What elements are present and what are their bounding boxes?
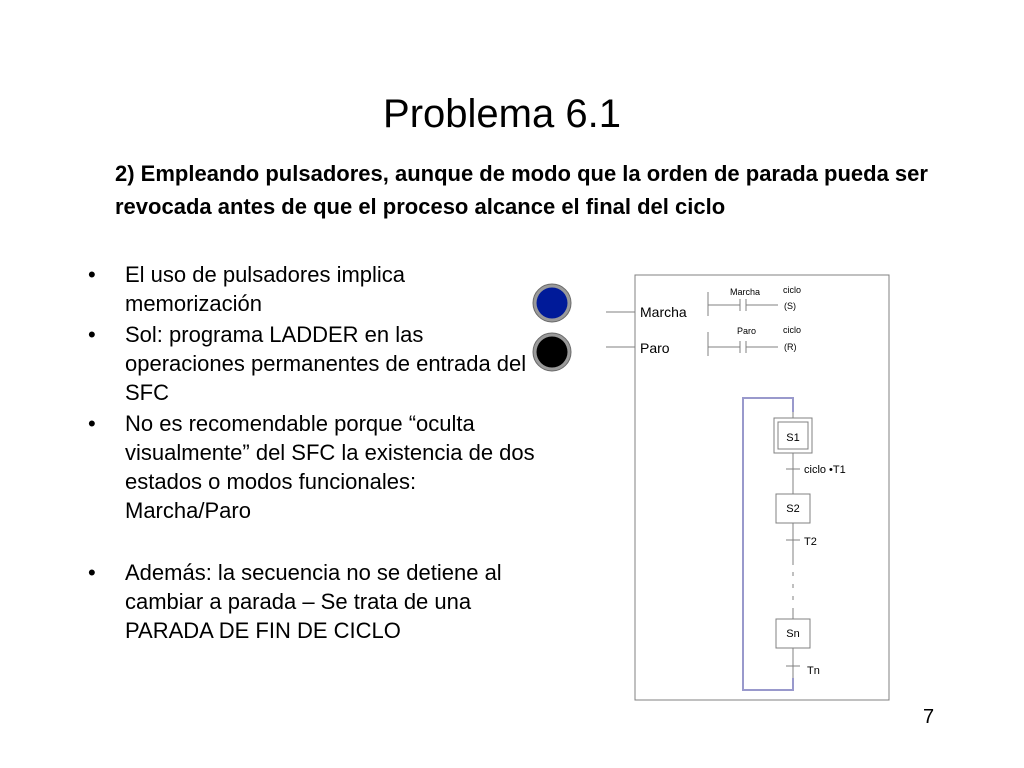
transition-n-label: Tn	[807, 665, 820, 677]
bullet-text: El uso de pulsadores implica memorización	[125, 262, 406, 316]
ladder-contact-label: Paro	[737, 326, 757, 336]
ladder-coil-name: ciclo	[783, 285, 802, 295]
step-s1-label: S1	[786, 432, 800, 444]
bullet-text: Además: la secuencia no se detiene al cambiar a parada – Se trata de una PARADA DE FIN DE CICLO	[125, 560, 502, 643]
ladder-coil-set: (S)	[784, 301, 796, 311]
bullet-item	[88, 260, 548, 318]
marcha-pushbutton	[533, 284, 571, 322]
paro-input-label: Paro	[640, 340, 670, 356]
transition-1-label: ciclo •T1	[804, 464, 846, 476]
bullet-item	[88, 558, 548, 645]
bullet-marker: •	[88, 560, 96, 585]
bullet-list	[88, 260, 548, 647]
paro-pushbutton	[533, 333, 571, 371]
ladder-rung-1	[708, 285, 801, 311]
ladder-rung-2	[708, 325, 801, 353]
ladder-contact-label: Marcha	[730, 287, 761, 297]
diagram-frame	[635, 275, 889, 700]
slide-title: Problema 6.1	[383, 92, 621, 136]
page-number: 7	[923, 706, 935, 728]
transition-2-label: T2	[804, 536, 817, 548]
ladder-coil-reset: (R)	[784, 342, 797, 352]
bullet-item	[88, 409, 548, 525]
bullet-item	[88, 320, 548, 407]
sfc-diagram	[528, 270, 898, 710]
bullet-text: Sol: programa LADDER en las operaciones permanentes de entrada del SFC	[125, 322, 527, 405]
bullet-text: No es recomendable porque “oculta visualmente” del SFC la existencia de dos estados o modos funcionales: Marcha/Paro	[125, 411, 535, 523]
bullet-marker: •	[88, 411, 96, 436]
sfc-diagram-svg	[528, 270, 898, 710]
ladder-coil-name: ciclo	[783, 325, 802, 335]
bullet-marker: •	[88, 262, 96, 287]
marcha-button-face	[537, 288, 568, 319]
marcha-input-label: Marcha	[640, 304, 687, 320]
step-s2-label: S2	[786, 503, 800, 515]
paro-button-face	[537, 337, 568, 368]
step-sn-label: Sn	[786, 628, 800, 640]
bullet-marker: •	[88, 322, 96, 347]
slide-subtitle: 2) Empleando pulsadores, aunque de modo que la orden de parada pueda ser revocada antes de que el proceso alcance el final del ciclo	[115, 161, 928, 219]
